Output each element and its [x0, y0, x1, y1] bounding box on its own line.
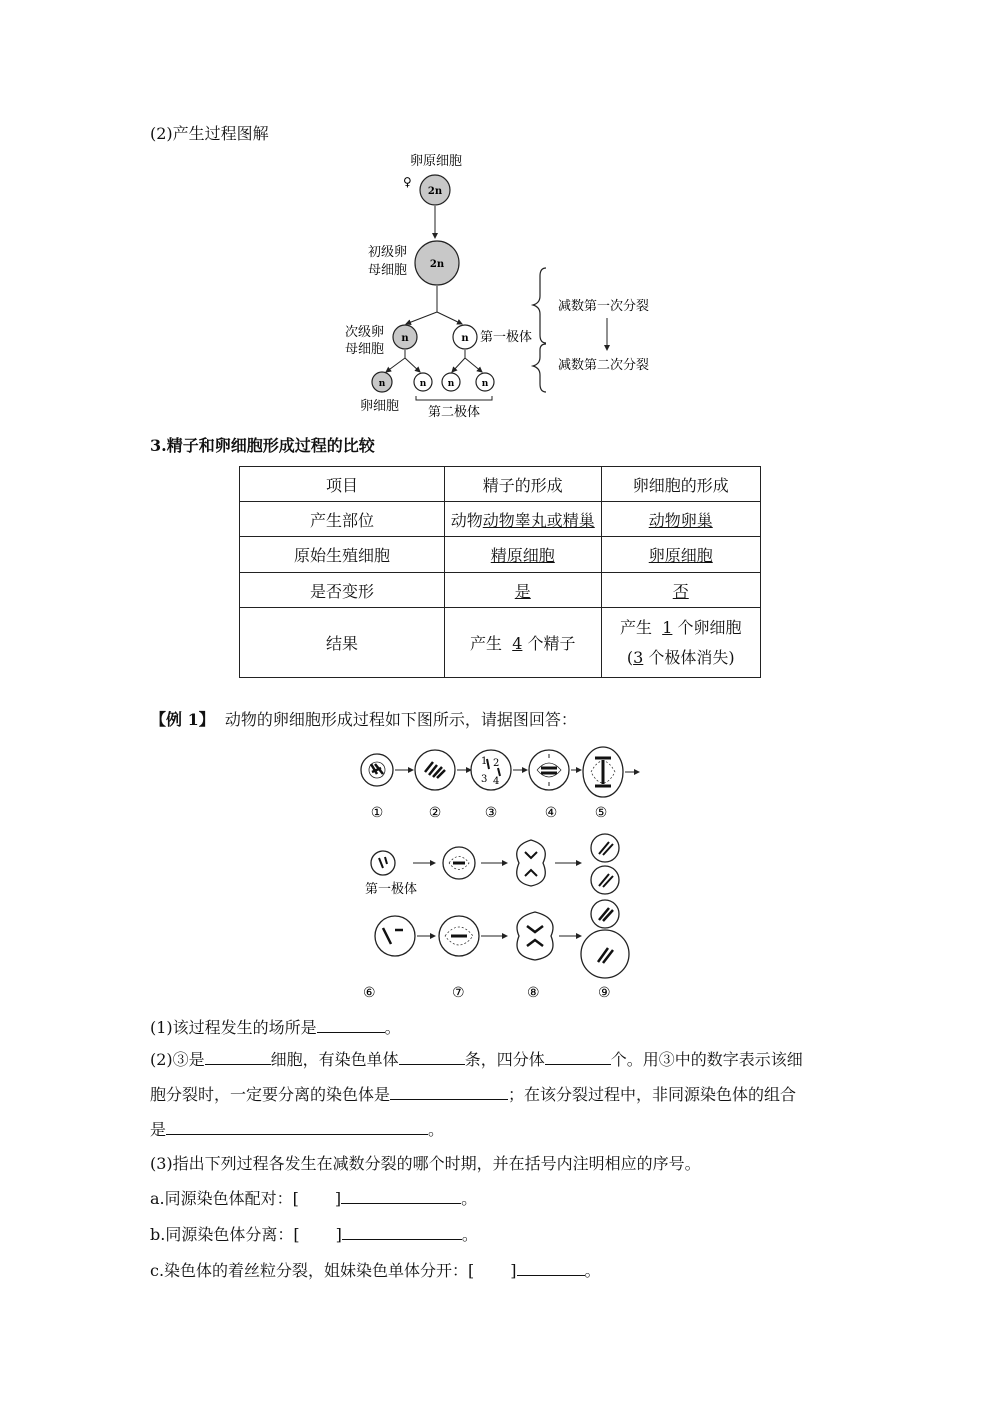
brace-meiosis1 — [533, 268, 546, 343]
question-text: 胞分裂时，一定要分离的染色体是 — [150, 1085, 391, 1104]
question-text: 。 — [584, 1261, 601, 1280]
answer-underlined: 卵原细胞 — [648, 546, 713, 565]
table-row — [240, 537, 761, 573]
stage-label: ⑥ — [363, 985, 376, 1001]
question-text: 。 — [384, 1018, 401, 1037]
result-text: 个极体消失) — [648, 647, 735, 667]
question-3c — [150, 1260, 601, 1281]
answer-underlined: 否 — [672, 581, 689, 601]
table-row — [240, 573, 761, 608]
oogonium-label: 卵原细胞 — [410, 154, 463, 169]
polar-anaphase-cell — [517, 840, 546, 886]
question-text: 。 — [428, 1120, 445, 1139]
secondary-label-1: 次级卵 — [345, 325, 385, 340]
question-text: 。 — [461, 1225, 478, 1244]
primary-label-1: 初级卵 — [368, 245, 408, 260]
result-line — [602, 643, 761, 673]
question-text: 是 — [150, 1120, 167, 1139]
stage-label: ⑨ — [598, 985, 611, 1001]
table-row-result — [240, 608, 761, 678]
primary-ploidy: 2n — [429, 259, 445, 270]
question-text: a.同源染色体配对：[ — [150, 1189, 299, 1208]
first-polar-label: 第一极体 — [480, 330, 533, 345]
stage-label: ② — [428, 805, 442, 821]
example-line — [150, 710, 577, 730]
question-2-line-2 — [150, 1084, 796, 1105]
question-2-line-3 — [150, 1119, 444, 1140]
female-symbol-icon: ♀ — [403, 175, 412, 189]
question-text: ] — [335, 1225, 342, 1244]
stage-label: ⑧ — [527, 985, 540, 1001]
stage-label: ④ — [544, 805, 558, 821]
question-text: (2)③是 — [150, 1050, 205, 1069]
question-text: ] — [510, 1261, 517, 1280]
secondary-label-2: 母细胞 — [345, 342, 385, 357]
result-text: 个精子 — [527, 634, 576, 653]
stage-label: ⑤ — [594, 805, 608, 821]
question-3a — [150, 1188, 477, 1209]
stage-label: ① — [370, 805, 384, 821]
stage-2-cell — [415, 750, 455, 790]
stage-5-cell — [583, 747, 623, 797]
answer-underlined: 是 — [514, 581, 531, 601]
result-line — [602, 613, 761, 643]
stage-7-cell — [439, 916, 479, 956]
second-polar-body-cell — [591, 834, 619, 862]
question-2-line-1 — [150, 1049, 803, 1070]
table-cell: 结果 — [240, 608, 445, 678]
stage-1-cell — [361, 754, 393, 786]
table-header-cell: 卵细胞的形成 — [601, 467, 761, 502]
table-header-cell: 项目 — [240, 467, 445, 502]
table-cell: 产生部位 — [240, 502, 445, 537]
answer-blank[interactable] — [517, 1260, 585, 1276]
first-polar-ploidy: n — [461, 333, 469, 344]
result-text: 产生 — [620, 617, 653, 637]
stage-8-cell — [517, 912, 553, 960]
question-text: ；在该分裂过程中，非同源染色体的组合 — [508, 1085, 797, 1104]
example-tag: 【例 1】 — [150, 710, 215, 729]
question-text: 条，四分体 — [464, 1050, 545, 1069]
chromosome-number: 4 — [493, 776, 500, 787]
second-polar-body-cell — [591, 866, 619, 894]
answer-blank[interactable] — [545, 1049, 611, 1065]
secondary-ploidy: n — [401, 333, 409, 344]
table-cell — [601, 573, 761, 608]
stage-4-cell — [529, 750, 569, 790]
example-text: 动物的卵细胞形成过程如下图所示，请据图回答： — [224, 710, 577, 729]
table-cell: 动物动物睾丸或精巢 — [445, 502, 601, 537]
answer-blank[interactable] — [166, 1119, 428, 1135]
stage-9-cell — [581, 900, 629, 978]
egg-ploidy: n — [378, 379, 386, 389]
table-cell: 是否变形 — [240, 573, 445, 608]
section3-heading: 3.精子和卵细胞形成过程的比较 — [150, 436, 375, 455]
question-text: ] — [334, 1189, 342, 1208]
table-cell — [601, 608, 761, 678]
answer-underlined: 3 — [633, 647, 644, 667]
meiosis1-label: 减数第一次分裂 — [558, 299, 650, 314]
question-3b — [150, 1224, 478, 1245]
comparison-table — [239, 466, 761, 678]
question-1 — [150, 1017, 401, 1038]
question-3: (3)指出下列过程各发生在减数分裂的哪个时期，并在括号内注明相应的序号。 — [150, 1154, 701, 1173]
answer-blank[interactable] — [342, 1224, 462, 1240]
table-cell — [601, 537, 761, 573]
question-text: 个。用③中的数字表示该细 — [610, 1050, 803, 1069]
table-cell — [445, 608, 601, 678]
chromosome-number: 1 — [481, 756, 488, 767]
stage-label: ③ — [484, 805, 498, 821]
question-text: c.染色体的着丝粒分裂，姐妹染色单体分开：[ — [150, 1261, 475, 1280]
first-polar-body-cell — [371, 851, 395, 875]
table-header-cell: 精子的形成 — [445, 467, 601, 502]
result-text: 个卵细胞 — [677, 617, 742, 637]
question-text: 。 — [461, 1189, 478, 1208]
answer-underlined: 动物睾丸或精巢 — [482, 510, 595, 530]
answer-blank[interactable] — [205, 1049, 271, 1065]
table-cell: 原始生殖细胞 — [240, 537, 445, 573]
table-cell — [445, 573, 601, 608]
result-text: 产生 — [470, 634, 503, 653]
answer-underlined: 1 — [662, 617, 673, 637]
table-cell — [601, 502, 761, 537]
second-polar-ploidy-3: n — [481, 379, 489, 389]
polar-metaphase-cell — [443, 847, 475, 879]
answer-underlined: 精原细胞 — [490, 546, 555, 565]
egg-label: 卵细胞 — [360, 399, 400, 414]
chromosome-number: 3 — [481, 774, 488, 785]
stage-6-cell — [375, 916, 415, 956]
first-polar-label: 第一极体 — [365, 882, 418, 897]
table-row — [240, 502, 761, 537]
answer-blank[interactable] — [317, 1017, 385, 1033]
table-header-row — [240, 467, 761, 502]
answer-blank[interactable] — [341, 1188, 461, 1204]
question-text: (1)该过程发生的场所是 — [150, 1018, 317, 1037]
answer-blank[interactable] — [390, 1084, 508, 1100]
question-text: b.同源染色体分离：[ — [150, 1225, 300, 1244]
primary-label-2: 母细胞 — [368, 263, 408, 278]
section2-heading: (2)产生过程图解 — [150, 124, 269, 143]
oogenesis-diagram — [330, 150, 670, 422]
answer-underlined: 动物卵巢 — [648, 510, 713, 530]
chromosome-number: 2 — [493, 758, 500, 769]
question-text: 细胞，有染色单体 — [270, 1050, 399, 1069]
result-text: ( — [626, 647, 634, 667]
answer-underlined: 4 — [512, 634, 523, 653]
meiosis-figure — [355, 742, 645, 1004]
second-polar-ploidy-1: n — [419, 379, 427, 389]
second-polar-ploidy-2: n — [447, 379, 455, 389]
stage-3-cell — [471, 750, 511, 790]
brace-meiosis2 — [533, 344, 546, 392]
oogonium-ploidy: 2n — [427, 186, 443, 197]
meiosis2-label: 减数第二次分裂 — [558, 358, 650, 373]
answer-blank[interactable] — [399, 1049, 465, 1065]
stage-label: ⑦ — [452, 985, 465, 1001]
second-polar-label: 第二极体 — [428, 405, 481, 420]
table-cell — [445, 537, 601, 573]
